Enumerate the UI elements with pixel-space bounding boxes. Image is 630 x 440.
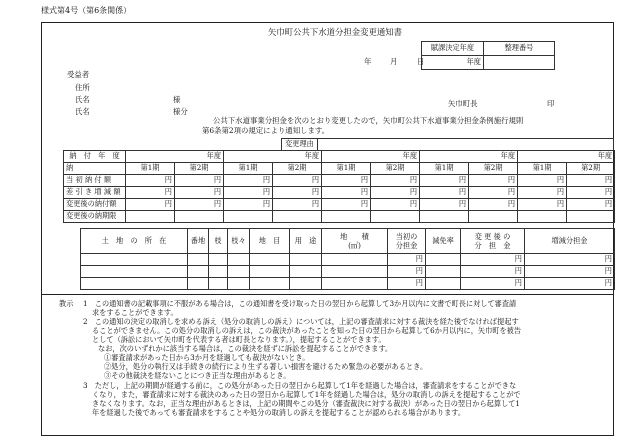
yen-cell: 円	[518, 187, 567, 199]
header-area-label: 地 積	[340, 232, 369, 241]
header-eda: 枝	[209, 229, 228, 254]
seal-mark: 印	[547, 99, 555, 108]
header-area-unit: (㎡)	[348, 241, 361, 250]
date-year: 年	[364, 57, 372, 66]
yen-cell: 円	[567, 199, 615, 211]
yen-cell: 円	[273, 199, 322, 211]
year-cell-5: 年度	[518, 151, 615, 163]
yen-cell: 円	[388, 254, 426, 266]
table-row	[64, 175, 615, 187]
note-line: 年を経過した後であっても審査請求をすることや処分の取消しの訴えを提起することが認められる場合があります。	[92, 408, 466, 417]
header-location: 土 地 の 所 在	[81, 229, 188, 254]
intro-line-1: 公共下水道事業分担金を次のとおり変更したので，矢巾町公共下水道事業分担金条例施行規則	[213, 116, 524, 125]
land-table	[80, 228, 615, 290]
term-1: 第1期	[224, 163, 273, 175]
table-row	[81, 278, 615, 290]
note-line: ることができません。この処分の取消しの訴えは，この裁決があったことを知った日の翌日から起算して6か月以内に，矢巾町を被告	[92, 326, 522, 335]
yen-cell: 円	[126, 175, 175, 187]
note-line: 求をすることができます。	[92, 308, 178, 317]
row-label-changed-amount: 変更後の納付額	[64, 199, 126, 211]
term-2: 第2期	[371, 163, 420, 175]
note-line: ②処分，処分の執行又は手続きの続行により生ずる著しい損害を避けるため緊急の必要があるとき。	[104, 362, 428, 371]
year-cell-2: 年度	[224, 151, 322, 163]
mayor-label: 矢巾町長	[448, 99, 478, 108]
yen-cell: 円	[388, 278, 426, 290]
form-title: 矢巾町公共下水道分担金変更通知書	[268, 27, 402, 37]
note-line: きなくなります。なお，正当な理由があるときは，上記の期間やこの処分（審査裁決に対する裁決）があった日の翌日から起算して1	[92, 399, 520, 408]
table-row	[64, 211, 615, 223]
honorific-bun: 様分	[173, 107, 188, 116]
year-cell-4: 年度	[420, 151, 518, 163]
address-label: 住所	[75, 83, 90, 92]
header-changed	[461, 229, 525, 254]
note-line: 3 ただし，上記の期間が経過する前に，この処分があった日の翌日から起算して1年を経過した場合は，審査請求をすることができな	[83, 381, 517, 390]
change-reason-value[interactable]	[318, 139, 614, 151]
intro-line-2: 第6条第2項の規定により通知します。	[202, 126, 330, 135]
header-changed-line-2: 分 担 金	[474, 241, 511, 250]
header-reduction-rate: 減免率	[426, 229, 461, 254]
date-month: 月	[390, 57, 398, 66]
yen-cell: 円	[420, 187, 469, 199]
note-line: 2 この通知の決定の取消しを求める訴え（処分の取消しの訴え）については，上記の審査請求に対する裁決を経た後でなければ提起す	[83, 317, 519, 326]
yen-cell: 円	[469, 175, 518, 187]
header-chimoku: 地 目	[250, 229, 290, 254]
yen-cell: 円	[525, 254, 615, 266]
note-line: くなり，また，審査請求に対する裁決のあった日の翌日から起算して1年を経過した場合は，処分の取消しの訴えを提起することがで	[92, 390, 521, 399]
note-line: として（訴訟において矢巾町を代表する者は町長となります。），提起することができます。	[92, 335, 386, 344]
header-initial-line-1: 当初の	[395, 232, 418, 241]
yen-cell: 円	[461, 254, 525, 266]
term-label: 納	[64, 163, 126, 175]
note-line: ③その他裁決を経ないことにつき正当な理由があるとき。	[104, 371, 291, 380]
term-2: 第2期	[567, 163, 615, 175]
notes-divider	[41, 294, 614, 295]
yen-cell: 円	[567, 175, 615, 187]
yen-cell: 円	[420, 199, 469, 211]
row-label-difference: 差 引 き 増 減 額	[64, 187, 126, 199]
yen-cell: 円	[371, 175, 420, 187]
yen-cell: 円	[461, 278, 525, 290]
yen-cell: 円	[518, 175, 567, 187]
yen-cell: 円	[567, 187, 615, 199]
yen-cell: 円	[525, 278, 615, 290]
yen-cell: 円	[224, 199, 273, 211]
yen-cell: 円	[224, 187, 273, 199]
term-1: 第1期	[126, 163, 175, 175]
honorific-sama: 様	[173, 95, 181, 104]
fiscal-year-label: 賦課決定年度	[422, 42, 484, 56]
yen-cell: 円	[175, 175, 224, 187]
reference-number-label: 整理番号	[484, 42, 555, 56]
yen-cell: 円	[525, 266, 615, 278]
recipient-label: 受益者	[67, 70, 90, 79]
yen-cell: 円	[518, 199, 567, 211]
yen-cell: 円	[126, 199, 175, 211]
term-2: 第2期	[273, 163, 322, 175]
header-changed-line-1: 変 更 後 の	[474, 232, 511, 241]
header-initial	[388, 229, 426, 254]
yen-cell: 円	[322, 199, 371, 211]
yen-cell: 円	[126, 187, 175, 199]
header-initial-line-2: 分担金	[395, 241, 418, 250]
yen-cell: 円	[461, 266, 525, 278]
yen-cell: 円	[420, 175, 469, 187]
yen-cell: 円	[224, 175, 273, 187]
term-1: 第1期	[420, 163, 469, 175]
header-edaeda: 枝々	[228, 229, 250, 254]
yen-cell: 円	[388, 266, 426, 278]
table-row	[64, 199, 615, 211]
note-line: 1 この通知書の記載事項に不服がある場合は，この通知書を受け取った日の翌日から起算して3か月以内に文書で町長に対して審査請	[83, 299, 517, 308]
table-row	[81, 266, 615, 278]
payment-table	[63, 150, 615, 223]
yen-cell: 円	[273, 175, 322, 187]
reference-number-value[interactable]	[484, 56, 555, 70]
yen-cell: 円	[322, 175, 371, 187]
header-difference: 増減分担金	[525, 229, 615, 254]
row-label-due-date: 変更後の納期限	[64, 211, 126, 223]
row-label-initial: 当 初 納 付 額	[64, 175, 126, 187]
year-cell-1: 年度	[126, 151, 224, 163]
header-banchi: 番地	[188, 229, 209, 254]
term-1: 第1期	[322, 163, 371, 175]
term-2: 第2期	[469, 163, 518, 175]
yen-cell: 円	[469, 199, 518, 211]
name-label-1: 氏名	[75, 95, 90, 104]
change-reason-label: 変更理由	[282, 139, 318, 151]
term-1: 第1期	[518, 163, 567, 175]
table-row	[64, 187, 615, 199]
yen-cell: 円	[469, 187, 518, 199]
date-day: 日	[417, 57, 425, 66]
yen-cell: 円	[371, 199, 420, 211]
notes-label: 教示	[59, 299, 74, 308]
table-row	[81, 254, 615, 266]
header-yoto: 用 途	[290, 229, 322, 254]
yen-cell: 円	[175, 199, 224, 211]
yen-cell: 円	[322, 187, 371, 199]
fiscal-year-box	[421, 41, 555, 70]
year-cell-3: 年度	[322, 151, 420, 163]
name-label-2: 氏名	[75, 107, 90, 116]
payment-year-label: 納 付 年 度	[64, 151, 126, 163]
note-line: ①審査請求があった日から3か月を経過しても裁決がないとき。	[104, 353, 310, 362]
note-line: なお，次のいずれかに該当する場合は，この裁決を経ずに訴訟を提起することができます。	[98, 344, 393, 353]
header-area	[322, 229, 388, 254]
yen-cell: 円	[175, 187, 224, 199]
yen-cell: 円	[371, 187, 420, 199]
form-number: 様式第4号（第6条関係）	[41, 6, 132, 15]
fiscal-year-value: 年度	[422, 56, 484, 70]
yen-cell: 円	[273, 187, 322, 199]
term-2: 第2期	[175, 163, 224, 175]
